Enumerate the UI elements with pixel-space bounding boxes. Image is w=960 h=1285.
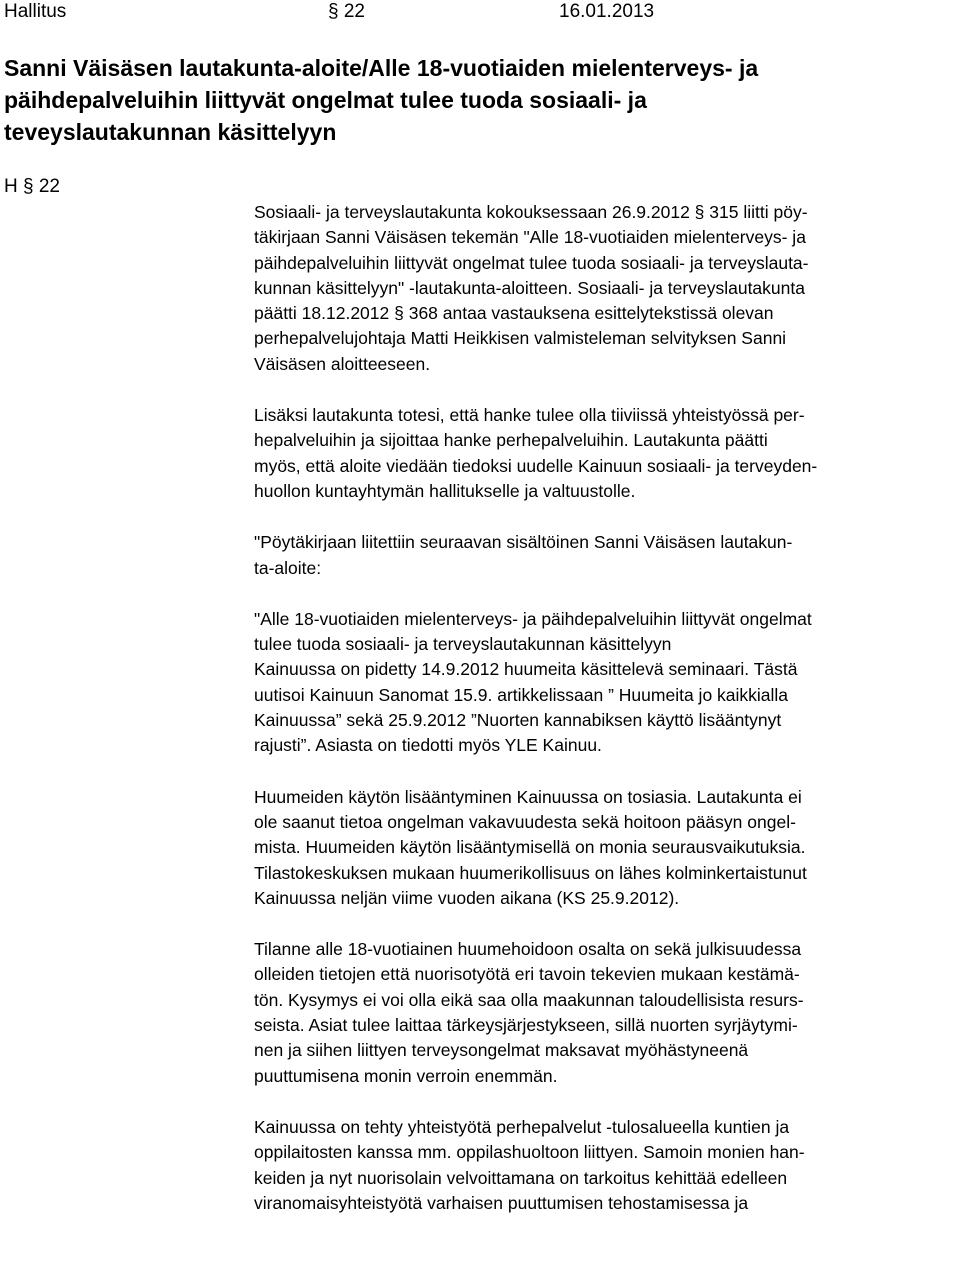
paragraph-line: tulee tuoda sosiaali- ja terveyslautakunnan käsittelyyn [254, 634, 672, 655]
item-title-line: Sanni Väisäsen lautakunta-aloite/Alle 18-vuotiaiden mielenterveys- ja [4, 55, 759, 81]
paragraph [254, 403, 960, 504]
paragraph-line: Kainuussa neljän viime vuoden aikana (KS 25.9.2012). [254, 887, 680, 908]
paragraph-line: ta-aloite: [254, 557, 322, 578]
paragraph-line: päätti 18.12.2012 § 368 antaa vastauksena esittelytekstissä olevan [254, 303, 774, 324]
item-title-line: teveyslautakunnan käsittelyyn [4, 119, 337, 145]
section-number: § 22 [328, 1, 365, 22]
paragraph-line: hepalveluihin ja sijoittaa hanke perhepalveluihin. Lautakunta päätti [254, 430, 768, 451]
paragraph-line: täkirjaan Sanni Väisäsen tekemän "Alle 18-vuotiaiden mielenterveys- ja [254, 227, 806, 248]
document-body [254, 200, 960, 1242]
paragraph-line: "Alle 18-vuotiaiden mielenterveys- ja päihdepalveluihin liittyvät ongelmat [254, 608, 812, 629]
paragraph-line: Väisäsen aloitteeseen. [254, 353, 431, 374]
paragraph [254, 1115, 960, 1216]
paragraph-line: Tilanne alle 18-vuotiainen huumehoidoon osalta on sekä julkisuudessa [254, 939, 802, 960]
meeting-body: Hallitus [4, 1, 67, 22]
paragraph-line: päihdepalveluihin liittyvät ongelmat tulee tuoda sosiaali- ja terveyslauta- [254, 252, 809, 273]
paragraph-line: oppilaitosten kanssa mm. oppilashuoltoon liittyen. Samoin monien han- [254, 1142, 805, 1163]
paragraph-line: uutisoi Kainuun Sanomat 15.9. artikkelissaan ” Huumeita jo kaikkialla [254, 684, 789, 705]
item-title-line: päihdepalveluihin liittyvät ongelmat tulee tuoda sosiaali- ja [4, 87, 647, 113]
paragraph-line: mista. Huumeiden käytön lisääntymisellä on monia seurausvaikutuksia. [254, 837, 806, 858]
paragraph [254, 200, 960, 377]
paragraph-line: rajusti”. Asiasta on tiedotti myös YLE Kainuu. [254, 735, 602, 756]
paragraph-line: myös, että aloite viedään tiedoksi uudelle Kainuun sosiaali- ja terveyden- [254, 455, 818, 476]
item-code: H § 22 [4, 176, 60, 197]
paragraph-line: ole saanut tietoa ongelman vakavuudesta sekä hoitoon pääsyn ongel- [254, 811, 796, 832]
item-title [4, 52, 924, 148]
paragraph-line: huollon kuntayhtymän hallitukselle ja valtuustolle. [254, 480, 636, 501]
paragraph [254, 607, 960, 759]
paragraph-line: viranomaisyhteistyötä varhaisen puuttumisen tehostamisessa ja [254, 1192, 749, 1213]
paragraph-line: seista. Asiat tulee laittaa tärkeysjärjestykseen, sillä nuorten syrjäytymi- [254, 1015, 798, 1036]
paragraph-line: Kainuussa” sekä 25.9.2012 ”Nuorten kannabiksen käyttö lisääntynyt [254, 710, 782, 731]
paragraph [254, 530, 960, 581]
paragraph-line: Kainuussa on tehty yhteistyötä perhepalvelut -tulosalueella kuntien ja [254, 1116, 790, 1137]
paragraph-line: "Pöytäkirjaan liitettiin seuraavan sisältöinen Sanni Väisäsen lautakun- [254, 532, 793, 553]
paragraph-line: Kainuussa on pidetty 14.9.2012 huumeita käsittelevä seminaari. Tästä [254, 659, 798, 680]
paragraph-line: kunnan käsittelyyn" -lautakunta-aloitteen. Sosiaali- ja terveyslautakunta [254, 277, 805, 298]
paragraph [254, 937, 960, 1089]
paragraph-line: Lisäksi lautakunta totesi, että hanke tulee olla tiiviissä yhteistyössä per- [254, 405, 805, 426]
paragraph-line: Sosiaali- ja terveyslautakunta kokouksessaan 26.9.2012 § 315 liitti pöy- [254, 202, 808, 222]
paragraph-line: puuttumisena monin verroin enemmän. [254, 1065, 558, 1086]
paragraph-line: perhepalvelujohtaja Matti Heikkisen valmisteleman selvityksen Sanni [254, 328, 787, 349]
paragraph-line: keiden ja nyt nuorisolain velvoittamana on tarkoitus kehittää edelleen [254, 1167, 788, 1188]
paragraph-line: Huumeiden käytön lisääntyminen Kainuussa on tosiasia. Lautakunta ei [254, 786, 802, 807]
paragraph-line: nen ja siihen liittyen terveysongelmat maksavat myöhästyneenä [254, 1040, 749, 1061]
meeting-date: 16.01.2013 [559, 1, 655, 22]
paragraph-line: olleiden tietojen että nuorisotyötä eri tavoin tekevien mukaan kestämä- [254, 964, 800, 985]
paragraph-line: Tilastokeskuksen mukaan huumerikollisuus on lähes kolminkertaistunut [254, 862, 807, 883]
paragraph [254, 785, 960, 911]
paragraph-line: tön. Kysymys ei voi olla eikä saa olla maakunnan taloudellisista resurs- [254, 989, 804, 1010]
page-header [4, 0, 954, 28]
